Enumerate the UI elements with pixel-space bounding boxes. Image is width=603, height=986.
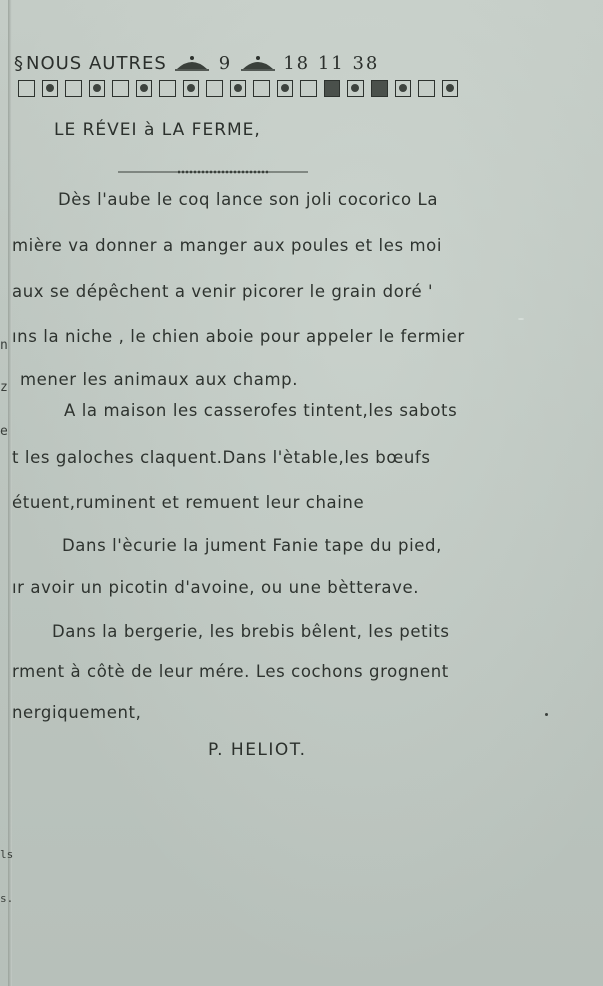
margin-fragment: ls [0, 848, 14, 861]
newsletter-title: NOUS AUTRES [26, 52, 167, 74]
text-line: rment à côtè de leur mére. Les cochons grognent [12, 662, 449, 681]
text-line: ıns la niche , le chien aboie pour appeler le fermier [12, 327, 465, 346]
text-line: Dès l'aube le coq lance son joli cocorico La [58, 190, 439, 209]
text-line: aux se dépêchent a venir picorer le grain doré ' [12, 282, 434, 301]
title-divider [118, 169, 308, 175]
text-line: Dans la bergerie, les brebis bêlent, les petits [52, 622, 450, 641]
border-square [395, 80, 412, 97]
border-square [347, 80, 364, 97]
header-mark: § [14, 52, 24, 74]
issue-number: 9 [218, 52, 232, 74]
border-square [442, 80, 459, 97]
paper-speck [545, 713, 548, 716]
border-square [159, 80, 176, 97]
issue-date: 18 11 38 [283, 52, 380, 74]
border-square [206, 80, 223, 97]
text-line: ır avoir un picotin d'avoine, ou une bètterave. [12, 578, 420, 597]
paper-speck [518, 318, 524, 320]
border-square [42, 80, 59, 97]
margin-fragment: n [0, 338, 8, 353]
border-square [112, 80, 129, 97]
article-title: LE RÉVEI à LA FERME, [54, 120, 261, 140]
border-square [183, 80, 200, 97]
border-square [324, 80, 341, 97]
text-line: A la maison les casserofes tintent,les sabots [64, 401, 458, 420]
border-square [371, 80, 388, 97]
newsletter-header [14, 48, 379, 78]
border-square [65, 80, 82, 97]
border-square [230, 80, 247, 97]
border-square [300, 80, 317, 97]
text-line: nergiquement, [12, 703, 142, 722]
text-line: mière va donner a manger aux poules et les moi [12, 236, 443, 255]
ornament-icon [175, 53, 209, 73]
border-square [18, 80, 35, 97]
margin-fragment: s. [0, 892, 14, 905]
margin-fragment: z [0, 380, 8, 395]
border-square [89, 80, 106, 97]
text-line: étuent,ruminent et remuent leur chaine [12, 493, 365, 512]
border-square [253, 80, 270, 97]
text-line: Dans l'ècurie la jument Fanie tape du pied, [62, 536, 442, 555]
header-square-border [18, 80, 458, 100]
ornament-icon [241, 53, 275, 73]
margin-fragment: e [0, 424, 8, 439]
border-square [136, 80, 153, 97]
text-line: t les galoches claquent.Dans l'ètable,les bœufs [12, 448, 431, 467]
text-line: mener les animaux aux champ. [20, 370, 299, 389]
border-square [277, 80, 294, 97]
border-square [418, 80, 435, 97]
author-signature: P. HELIOT. [208, 740, 307, 760]
